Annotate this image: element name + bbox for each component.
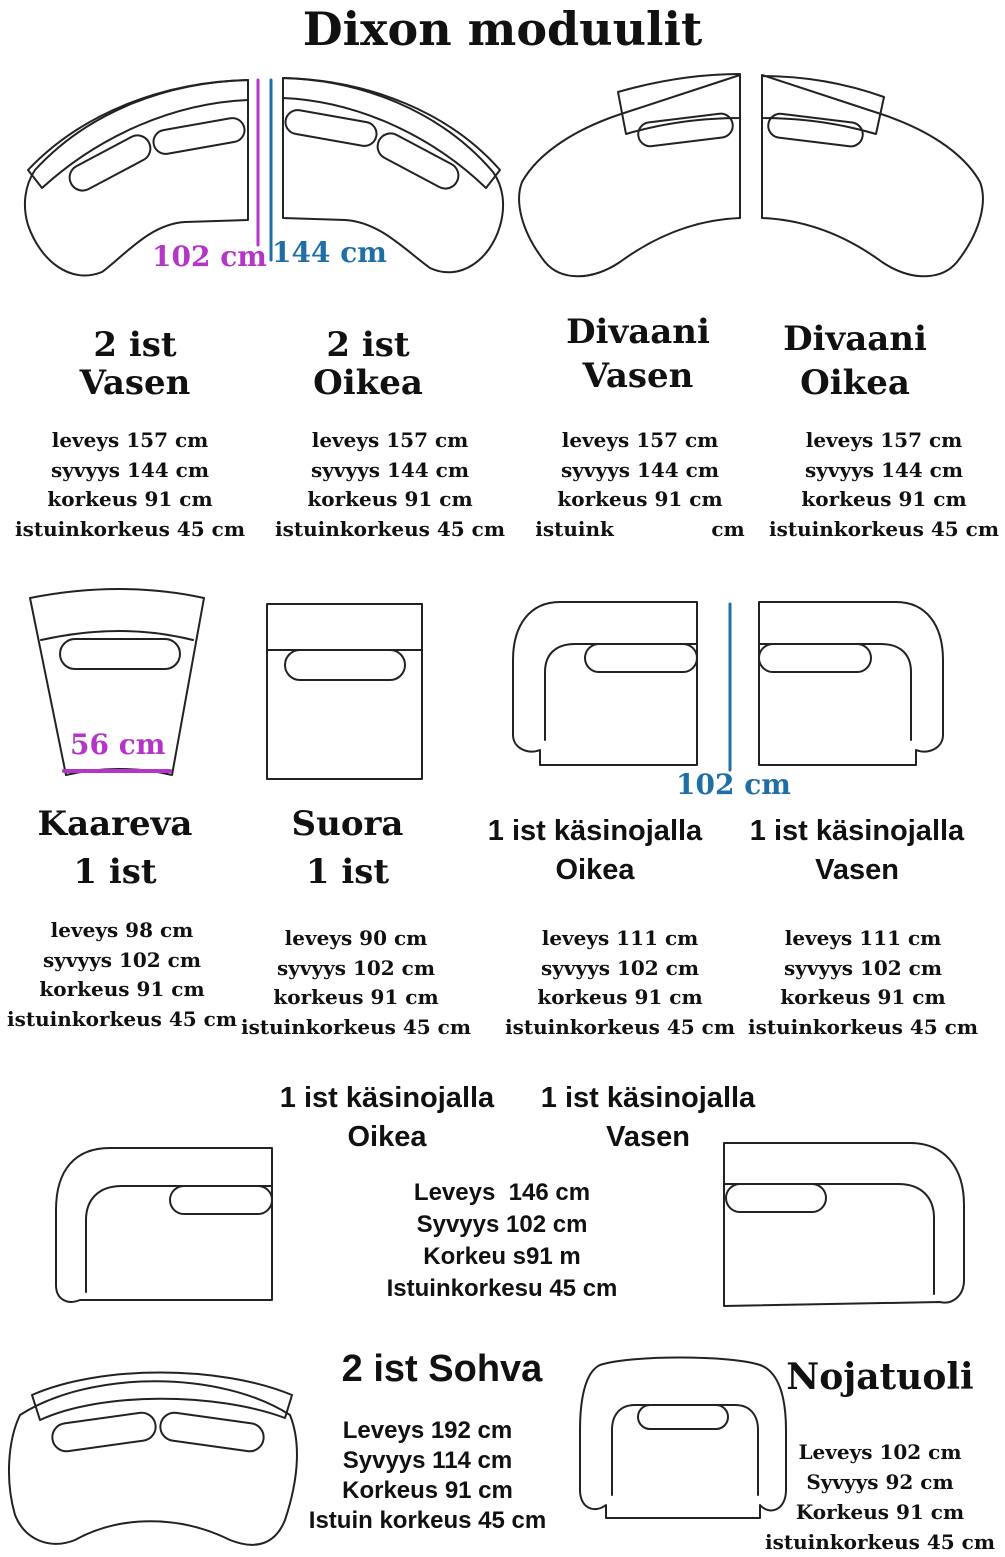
seat-outline [9, 1381, 297, 1545]
seat-outline [759, 602, 943, 765]
dimension-label-102: 102 cm [152, 240, 267, 273]
armrest [86, 1186, 272, 1292]
module-specs-1ist-oikea: leveys 111 cm syvyys 102 cm korkeus 91 cm istuinkorkeus 45 cm [505, 926, 735, 1039]
module-specs-suora: leveys 90 cm syvyys 102 cm korkeus 91 cm istuinkorkeus 45 cm [241, 926, 471, 1039]
armrest [759, 644, 911, 740]
backrest [28, 80, 248, 188]
module-specs-kaareva: leveys 98 cm syvyys 102 cm korkeus 91 cm istuinkorkeus 45 cm [7, 918, 237, 1031]
module-name-sohva: 2 ist Sohva [341, 1348, 543, 1390]
cushion [170, 1186, 272, 1214]
module-specs-wide: Leveys 146 cm Syvyys 102 cm Korkeu s91 m Istuinkorkesu 45 cm [386, 1179, 618, 1302]
backrest [762, 76, 884, 134]
cushion [638, 1405, 728, 1429]
cushion [152, 116, 247, 156]
module-name-wide-oikea: 1 ist käsinojalla Oikea [279, 1082, 495, 1153]
module-specs-1ist-vasen: leveys 111 cm syvyys 102 cm korkeus 91 cm istuinkorkeus 45 cm [748, 926, 978, 1039]
armrest [724, 1184, 934, 1294]
seat-outline [580, 1358, 786, 1519]
dimension-label-102-armrest: 102 cm [676, 768, 791, 801]
module-name-1ist-vasen: 1 ist käsinojalla Vasen [749, 815, 965, 886]
module-specs-sohva: Leveys 192 cm Syvyys 114 cm Korkeus 91 cm Istuin korkeus 45 cm [308, 1417, 547, 1534]
module-sohva-drawing [9, 1373, 297, 1545]
seat-outline [56, 1148, 272, 1302]
module-name-2ist-oikea: 2 ist Oikea [313, 325, 423, 403]
module-wide-vasen-drawing [724, 1143, 964, 1306]
seat-outline [513, 602, 697, 765]
cushion [585, 644, 697, 672]
module-divaani-vasen-drawing [519, 74, 740, 276]
module-name-nojatuoli: Nojatuoli [786, 1356, 974, 1398]
dimension-label-144: 144 cm [272, 236, 387, 269]
module-specs-nojatuoli: Leveys 102 cm Syvyys 92 cm Korkeus 91 cm istuinkorkeus 45 cm [765, 1440, 995, 1554]
seat-outline [762, 75, 983, 276]
module-nojatuoli-drawing [580, 1358, 786, 1519]
seat-outline [724, 1143, 964, 1306]
module-name-suora: Suora 1 ist [291, 804, 404, 892]
module-specs-divaani-oikea: leveys 157 cm syvyys 144 cm korkeus 91 cm istuinkorkeus 45 cm [769, 428, 999, 541]
backrest [618, 74, 740, 134]
dimension-label-56: 56 cm [70, 728, 166, 761]
module-name-kaareva: Kaareva 1 ist [37, 804, 193, 892]
cushion [159, 1411, 266, 1453]
module-1ist-vasen-drawing [759, 602, 943, 765]
armrest [612, 1405, 758, 1495]
armrest [545, 644, 697, 740]
seat-outline [519, 75, 740, 276]
module-name-wide-vasen: 1 ist käsinojalla Vasen [540, 1082, 756, 1153]
module-specs-2ist-oikea: leveys 157 cm syvyys 144 cm korkeus 91 cm istuinkorkeus 45 cm [275, 428, 505, 541]
module-wide-oikea-drawing [56, 1148, 272, 1302]
module-1ist-oikea-drawing [513, 602, 697, 765]
cushion [285, 650, 405, 680]
module-specs-divaani-vasen: leveys 157 cm syvyys 144 cm korkeus 91 cm istuink cm [535, 428, 745, 541]
seat-outline [267, 604, 422, 779]
module-suora-drawing [267, 604, 422, 779]
cushion [60, 639, 180, 669]
module-name-divaani-oikea: Divaani Oikea [783, 319, 927, 403]
module-name-2ist-vasen: 2 ist Vasen [79, 325, 191, 403]
module-name-1ist-oikea: 1 ist käsinojalla Oikea [487, 815, 703, 886]
module-divaani-oikea-drawing [762, 75, 983, 276]
cushion [51, 1411, 158, 1453]
module-name-divaani-vasen: Divaani Vasen [566, 312, 710, 396]
page-title: Dixon moduulit [302, 2, 703, 56]
cushion [726, 1184, 826, 1212]
cushion [759, 644, 871, 672]
module-specs-2ist-vasen: leveys 157 cm syvyys 144 cm korkeus 91 cm istuinkorkeus 45 cm [15, 428, 245, 541]
